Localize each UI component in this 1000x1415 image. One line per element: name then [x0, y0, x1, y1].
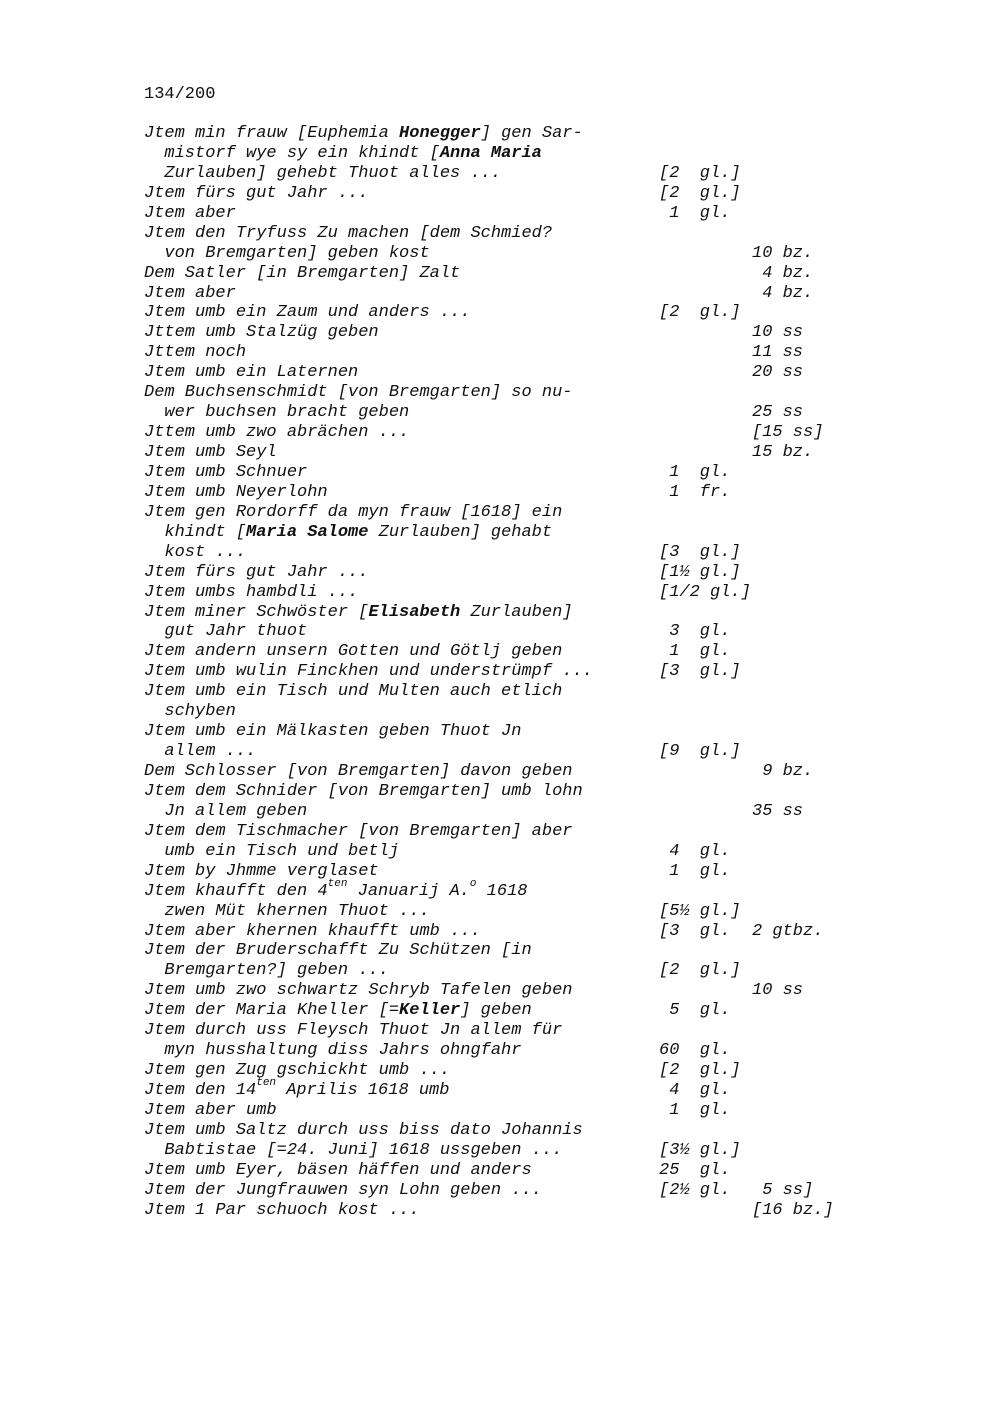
ledger-line — [144, 922, 864, 942]
text-segment: Jtem umb Eyer, bäsen häffen und anders — [144, 1160, 532, 1180]
ledger-line — [144, 622, 864, 642]
text-segment: allem ... — [144, 742, 257, 762]
amount-small-coin: 10 ss — [752, 323, 804, 343]
entry-text — [144, 1201, 419, 1221]
amount-small-coin: 9 bz. — [752, 762, 814, 781]
text-segment: Jtem dem Schnider [von Bremgarten] umb lohn — [144, 781, 583, 801]
ledger-line — [144, 124, 864, 144]
ledger-line — [144, 1161, 864, 1181]
entry-text — [144, 383, 572, 403]
entry-text — [144, 523, 552, 543]
ledger-line — [144, 877, 864, 902]
amount-gulden: [2 gl.] — [659, 183, 741, 203]
amount-small-coin: 15 bz. — [752, 443, 814, 462]
text-segment: umb ein Tisch und betlj — [144, 841, 400, 861]
entry-text — [144, 144, 542, 164]
text-segment: wer buchsen bracht geben — [144, 403, 410, 423]
entry-text — [144, 204, 236, 224]
text-segment: Jtem khaufft den 4 — [144, 881, 328, 901]
text-segment: Jtem min frauw [Euphemia — [144, 124, 400, 143]
entry-text — [144, 1181, 542, 1201]
ledger-line — [144, 941, 864, 961]
ledger-line — [144, 144, 864, 164]
ledger-line — [144, 662, 864, 682]
name-bold: Maria Salome — [246, 522, 369, 542]
name-bold: Honegger — [399, 124, 481, 143]
ledger-line — [144, 802, 864, 822]
entry-text — [144, 842, 399, 862]
ledger-line — [144, 742, 864, 762]
text-segment: Jtem durch uss Fleysch Thuot Jn allem für — [144, 1021, 563, 1041]
text-segment: Jtem aber khernen khaufft umb ... — [144, 921, 481, 941]
entry-text — [144, 1141, 562, 1161]
text-segment: Jtem by Jhmme verglaset — [144, 861, 379, 881]
text-segment: Jtem miner Schwöster [ — [144, 602, 369, 622]
entry-text — [144, 603, 572, 623]
ledger-line — [144, 264, 864, 284]
entry-text — [144, 742, 256, 762]
name-bold: Anna Maria — [439, 143, 542, 163]
entry-text — [144, 1061, 450, 1081]
text-segment: myn husshaltung diss Jahrs ohngfahr — [144, 1041, 522, 1061]
amount-small-coin: 4 bz. — [752, 283, 814, 303]
amount-small-coin: 11 ss — [752, 343, 804, 363]
ledger-line — [144, 762, 864, 782]
ledger-line — [144, 204, 864, 224]
amount-gulden: 1 gl. — [659, 1100, 731, 1120]
ledger-line — [144, 443, 864, 463]
entry-text — [144, 1101, 277, 1121]
text-segment: mistorf wye sy ein khindt [ — [144, 143, 440, 163]
entry-text — [144, 244, 430, 264]
superscript: ten — [327, 877, 348, 890]
amount-gulden: [3½ gl.] — [659, 1140, 741, 1160]
text-segment: Bremgarten?] geben ... — [144, 961, 389, 981]
amount-gulden: [1/2 gl.] — [659, 582, 751, 602]
text-segment: Zurlauben] — [460, 602, 573, 622]
ledger-line — [144, 343, 864, 363]
entry-text — [144, 782, 583, 802]
amount-gulden: 1 gl. — [659, 203, 731, 223]
amount-small-coin: [15 ss] — [752, 423, 824, 443]
name-bold: Elisabeth — [368, 602, 461, 622]
text-segment: Jtem umbs hambdli ... — [144, 582, 359, 602]
entry-text — [144, 1077, 450, 1101]
text-segment: ] geben — [460, 1001, 532, 1021]
ledger-line — [144, 1077, 864, 1101]
text-segment: Jtem andern unsern Gotten und Götlj geben — [144, 642, 563, 662]
amount-small-coin: 20 ss — [752, 363, 804, 383]
text-segment: Zurlauben] gehabt — [368, 522, 553, 542]
entry-text — [144, 363, 358, 383]
text-segment: Jtem umb ein Tisch und Multen auch etlich — [144, 682, 563, 702]
entry-text — [144, 961, 389, 981]
text-segment: Zurlauben] gehebt Thuot alles ... — [144, 163, 502, 183]
amount-gulden: [5½ gl.] — [659, 901, 741, 921]
text-segment: von Bremgarten] geben kost — [144, 243, 430, 263]
entry-text — [144, 1021, 562, 1041]
ledger-line — [144, 583, 864, 603]
ledger-line — [144, 423, 864, 443]
entry-text — [144, 682, 562, 702]
amount-gulden: 5 gl. — [659, 1001, 731, 1021]
entry-text — [144, 224, 552, 244]
amount-gulden: [3 gl. — [659, 921, 731, 941]
ledger-line — [144, 1061, 864, 1081]
text-segment: ] gen Sar- — [480, 124, 583, 143]
page-number: 134/200 — [144, 85, 216, 104]
amount-gulden: 1 gl. — [659, 642, 731, 662]
amount-gulden: [1½ gl.] — [659, 562, 741, 582]
amount-gulden: 4 gl. — [659, 1081, 731, 1100]
entry-text — [144, 503, 562, 523]
text-segment: Jtem der Jungfrauwen syn Lohn geben ... — [144, 1180, 542, 1200]
ledger-line — [144, 722, 864, 742]
text-segment: Aprilis 1618 umb — [276, 1081, 450, 1100]
amount-small-coin: 2 gtbz. — [752, 921, 824, 941]
ledger-line — [144, 383, 864, 403]
ledger-line — [144, 244, 864, 264]
ledger-line — [144, 284, 864, 304]
amount-gulden: [2 gl.] — [659, 163, 741, 183]
ledger-line — [144, 483, 864, 503]
amount-gulden: [2 gl.] — [659, 1061, 741, 1081]
entry-text — [144, 423, 409, 443]
amount-gulden: [3 gl.] — [659, 662, 741, 682]
ledger-line — [144, 303, 864, 323]
ledger-line — [144, 523, 864, 543]
ledger-line — [144, 1121, 864, 1141]
ledger-line — [144, 363, 864, 383]
ledger-line — [144, 503, 864, 523]
superscript: o — [469, 877, 477, 890]
text-segment: Jtem umb Schnuer — [144, 462, 308, 482]
amount-small-coin: 35 ss — [752, 801, 804, 821]
amount-small-coin: 10 bz. — [752, 243, 814, 263]
text-segment: khindt [ — [144, 522, 247, 542]
entry-text — [144, 662, 593, 682]
text-segment: Jtem gen Zug gschickht umb ... — [144, 1061, 451, 1081]
text-segment: Jtem umb ein Zaum und anders ... — [144, 303, 471, 323]
ledger-line — [144, 642, 864, 662]
amount-gulden: 3 gl. — [659, 622, 731, 642]
ledger-line — [144, 1041, 864, 1061]
entry-text — [144, 323, 379, 343]
amount-gulden: 1 gl. — [659, 861, 731, 881]
text-segment: gut Jahr thuot — [144, 622, 308, 642]
amount-gulden: 1 gl. — [659, 462, 731, 482]
ledger-line — [144, 1141, 864, 1161]
text-segment: Dem Buchsenschmidt [von Bremgarten] so nu- — [144, 383, 573, 403]
amount-gulden: 1 fr. — [659, 482, 731, 502]
text-segment: Jtem umb Seyl — [144, 443, 277, 462]
entry-text — [144, 184, 368, 204]
entry-text — [144, 902, 430, 922]
ledger-line — [144, 1001, 864, 1021]
entry-text — [144, 164, 501, 184]
ledger-line — [144, 463, 864, 483]
text-segment: Jtem umb ein Laternen — [144, 363, 359, 383]
text-segment: Jtem fürs gut Jahr ... — [144, 562, 369, 582]
name-bold: Keller — [399, 1001, 461, 1021]
amount-gulden: 25 gl. — [659, 1160, 731, 1180]
text-segment: Jtem umb Saltz durch uss biss dato Johannis — [144, 1120, 583, 1140]
entry-text — [144, 343, 246, 363]
amount-small-coin: [16 bz.] — [752, 1200, 834, 1220]
entry-text — [144, 563, 368, 583]
text-segment: Jtem fürs gut Jahr ... — [144, 183, 369, 203]
entry-text — [144, 543, 246, 563]
amount-small-coin: 10 ss — [752, 981, 804, 1001]
amount-gulden: [9 gl.] — [659, 742, 741, 762]
superscript: ten — [256, 1077, 277, 1090]
ledger-line — [144, 842, 864, 862]
entry-text — [144, 722, 521, 742]
entry-text — [144, 922, 481, 942]
amount-small-coin: 4 bz. — [752, 263, 814, 283]
text-segment: Jtem 1 Par schuoch kost ... — [144, 1200, 420, 1220]
entry-text — [144, 1161, 532, 1181]
ledger-line — [144, 682, 864, 702]
ledger-line — [144, 563, 864, 583]
ledger-line — [144, 1101, 864, 1121]
text-segment: Jtem den Tryfuss Zu machen [dem Schmied? — [144, 223, 553, 243]
text-segment: Jtem aber — [144, 203, 236, 223]
ledger-list — [144, 124, 864, 1221]
ledger-line — [144, 323, 864, 343]
ledger-line — [144, 164, 864, 184]
text-segment: Jtem der Maria Kheller [= — [144, 1001, 400, 1021]
ledger-line — [144, 1181, 864, 1201]
ledger-line — [144, 543, 864, 563]
ledger-line — [144, 822, 864, 842]
text-segment: 1618 — [476, 881, 528, 901]
amount-gulden: [2 gl.] — [659, 961, 741, 981]
entry-text — [144, 1041, 521, 1061]
amount-gulden: 60 gl. — [659, 1041, 731, 1061]
amount-gulden: [2 gl.] — [659, 303, 741, 323]
entry-text — [144, 802, 307, 822]
ledger-line — [144, 603, 864, 623]
entry-text — [144, 622, 307, 642]
entry-text — [144, 583, 358, 603]
text-segment: Jttem umb zwo abrächen ... — [144, 423, 410, 443]
ledger-line — [144, 862, 864, 882]
text-segment: schyben — [144, 702, 236, 722]
amount-small-coin: 25 ss — [752, 403, 804, 423]
entry-text — [144, 403, 409, 423]
text-segment: Jn allem geben — [144, 801, 308, 821]
text-segment: Jtem umb wulin Finckhen und understrümpf ... — [144, 662, 593, 682]
text-segment: Jtem der Bruderschafft Zu Schützen [in — [144, 941, 532, 961]
entry-text — [144, 463, 307, 483]
entry-text — [144, 762, 572, 782]
entry-text — [144, 264, 460, 284]
text-segment: Jtem umb zwo schwartz Schryb Tafelen geben — [144, 981, 573, 1001]
ledger-line — [144, 961, 864, 981]
entry-text — [144, 1001, 532, 1021]
text-segment: Jtem aber umb — [144, 1100, 277, 1120]
text-segment: Dem Satler [in Bremgarten] Zalt — [144, 263, 461, 283]
entry-text — [144, 483, 328, 503]
ledger-line — [144, 702, 864, 722]
ledger-line — [144, 403, 864, 423]
entry-text — [144, 124, 583, 144]
entry-text — [144, 303, 470, 323]
text-segment: Jtem dem Tischmacher [von Bremgarten] aber — [144, 821, 573, 841]
entry-text — [144, 284, 236, 304]
ledger-line — [144, 902, 864, 922]
ledger-line — [144, 782, 864, 802]
ledger-line — [144, 1021, 864, 1041]
amount-small-coin: 5 ss] — [752, 1180, 814, 1200]
text-segment: Jtem umb Neyerlohn — [144, 482, 328, 502]
entry-text — [144, 1121, 583, 1141]
text-segment: Jtem umb ein Mälkasten geben Thuot Jn — [144, 722, 522, 742]
amount-gulden: [3 gl.] — [659, 542, 741, 562]
text-segment: zwen Müt khernen Thuot ... — [144, 901, 430, 921]
text-segment: Jtem aber — [144, 283, 236, 303]
amount-gulden: 4 gl. — [659, 841, 731, 861]
entry-text — [144, 941, 532, 961]
text-segment: Januarij A. — [347, 881, 470, 901]
text-segment: Jttem umb Stalzüg geben — [144, 323, 379, 343]
text-segment: Jtem den 14 — [144, 1081, 257, 1100]
text-segment: kost ... — [144, 542, 247, 562]
entry-text — [144, 642, 562, 662]
text-segment: Dem Schlosser [von Bremgarten] davon geben — [144, 762, 573, 781]
amount-gulden: [2½ gl. — [659, 1180, 731, 1200]
entry-text — [144, 877, 528, 902]
entry-text — [144, 981, 572, 1001]
text-segment: Jttem noch — [144, 343, 247, 363]
entry-text — [144, 702, 236, 722]
ledger-line — [144, 981, 864, 1001]
ledger-line — [144, 1201, 864, 1221]
text-segment: Jtem gen Rordorff da myn frauw [1618] ein — [144, 502, 563, 522]
ledger-line — [144, 184, 864, 204]
entry-text — [144, 822, 572, 842]
ledger-line — [144, 224, 864, 244]
entry-text — [144, 443, 277, 463]
text-segment: Babtistae [=24. Juni] 1618 ussgeben ... — [144, 1140, 563, 1160]
